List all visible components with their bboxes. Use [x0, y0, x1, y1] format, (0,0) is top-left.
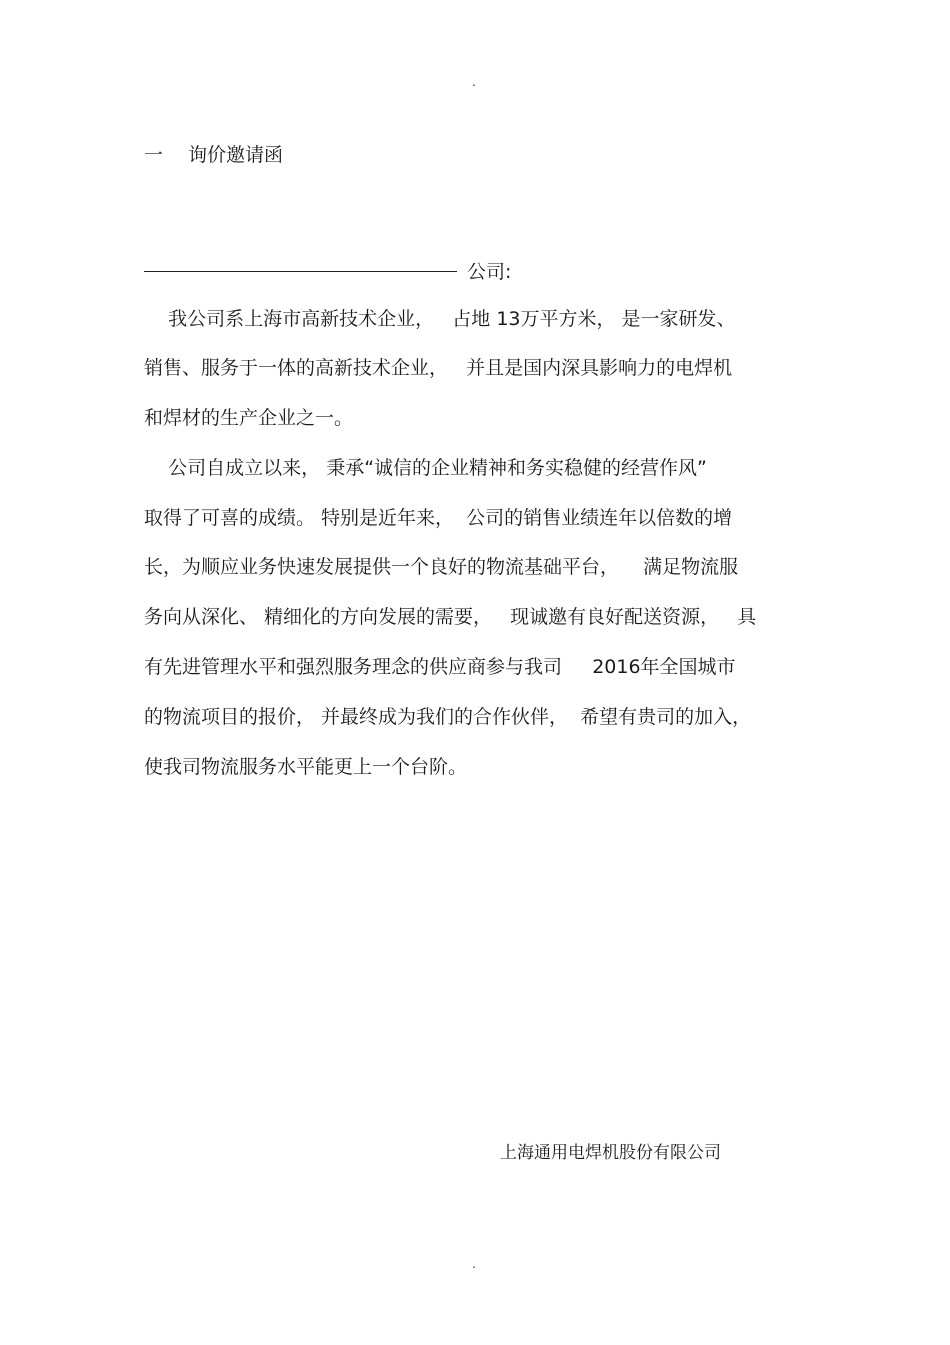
body-line: 公司自成立以来， 秉承“诚信的企业精神和务实稳健的经营作风”: [144, 457, 707, 479]
page-bottom-mark: .: [472, 1257, 476, 1271]
body-line: 销售、服务于一体的高新技术企业， 并且是国内深具影响力的电焊机: [144, 357, 733, 379]
section-heading: [144, 142, 283, 168]
body-line: 务向从深化、 精细化的方向发展的需要， 现诚邀有良好配送资源， 具: [144, 606, 757, 628]
addressee-suffix: 公司:: [467, 260, 512, 283]
body-line: 使我司物流服务水平能更上一个台阶。: [144, 756, 468, 778]
addressee-line: [144, 256, 511, 284]
addressee-blank: [144, 271, 457, 272]
body-line: 的物流项目的报价， 并最终成为我们的合作伙伴， 希望有贵司的加入，: [144, 706, 752, 728]
section-number: 一: [144, 144, 164, 166]
body-line: 我公司系上海市高新技术企业， 占地 13万平方米， 是一家研发、: [144, 308, 736, 330]
body-line: 有先进管理水平和强烈服务理念的供应商参与我司 2016年全国城市: [144, 656, 736, 678]
company-signature: 上海通用电焊机股份有限公司: [500, 1143, 721, 1163]
section-title: 询价邀请函: [188, 144, 284, 166]
body-line: 取得了可喜的成绩。 特别是近年来， 公司的销售业绩连年以倍数的增: [144, 507, 733, 529]
body-line: 和焊材的生产企业之一。: [144, 407, 354, 429]
page-top-mark: .: [472, 75, 476, 89]
body-line: 长，为顺应业务快速发展提供一个良好的物流基础平台， 满足物流服: [144, 556, 739, 578]
